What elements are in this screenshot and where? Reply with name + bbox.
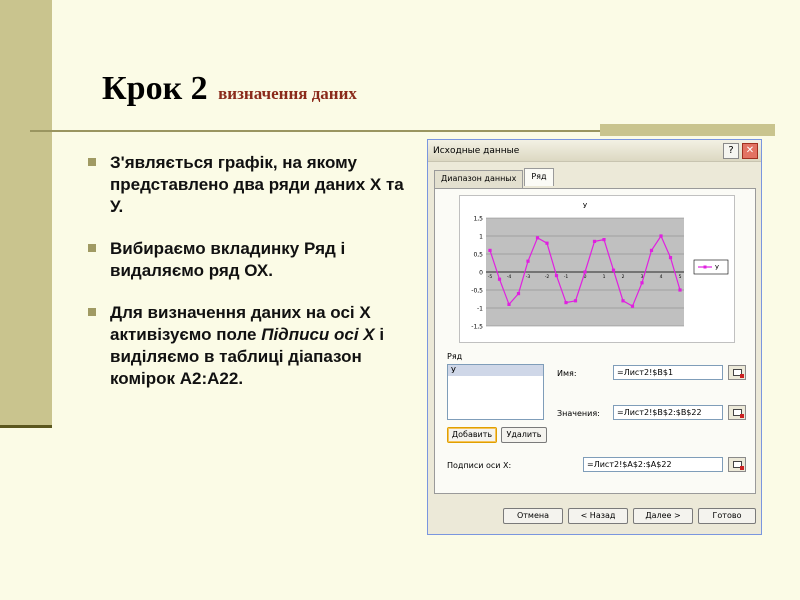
series-point bbox=[631, 305, 634, 308]
x-tick-label: 5 bbox=[678, 275, 682, 280]
legend-marker bbox=[704, 266, 707, 269]
left-decor-strip bbox=[0, 0, 52, 425]
cancel-button[interactable]: Отмена bbox=[503, 508, 563, 524]
name-label: Имя: bbox=[557, 369, 577, 378]
series-point bbox=[507, 303, 510, 306]
series-point bbox=[659, 234, 662, 237]
bullet-text-post: і виділяємо в таблиці діапазон комірок А2:А22. bbox=[110, 325, 385, 388]
y-tick-label: 0,5 bbox=[473, 251, 483, 259]
y-tick-label: 1 bbox=[479, 233, 483, 241]
series-point bbox=[545, 242, 548, 245]
series-point bbox=[650, 249, 653, 252]
dialog-title: Исходные данные bbox=[433, 145, 520, 156]
series-point bbox=[498, 278, 501, 281]
name-field[interactable]: =Лист2!$B$1 bbox=[613, 365, 723, 380]
title-main: Крок 2 bbox=[102, 70, 208, 107]
bullet-item bbox=[88, 152, 418, 218]
bullet-icon bbox=[88, 158, 96, 166]
x-tick-label: 4 bbox=[659, 275, 663, 280]
collapse-dialog-icon bbox=[733, 369, 742, 376]
y-tick-label: -0,5 bbox=[471, 287, 483, 295]
series-point bbox=[555, 274, 558, 277]
series-point bbox=[583, 270, 586, 273]
bullet-text: Вибираємо вкладинку Ряд і видаляємо ряд ОХ. bbox=[110, 239, 346, 280]
chart-title: У bbox=[582, 202, 588, 210]
series-tab-panel bbox=[434, 188, 756, 494]
xaxis-label: Подписи оси X: bbox=[447, 461, 512, 470]
title-divider-accent bbox=[600, 124, 775, 136]
title-divider-line bbox=[30, 130, 600, 132]
series-point bbox=[574, 299, 577, 302]
series-point bbox=[564, 301, 567, 304]
series-listbox[interactable] bbox=[447, 364, 544, 420]
x-tick-label: -4 bbox=[506, 275, 512, 280]
x-tick-label: 3 bbox=[640, 275, 644, 280]
bullet-text-italic: Підписи осі Х bbox=[261, 325, 375, 344]
tab-series[interactable]: Ряд bbox=[524, 168, 553, 186]
bullet-item bbox=[88, 238, 418, 282]
xaxis-ref-button[interactable] bbox=[728, 457, 746, 472]
series-point bbox=[669, 256, 672, 259]
x-tick-label: -1 bbox=[563, 275, 569, 280]
x-tick-label: 0 bbox=[583, 275, 587, 280]
series-point bbox=[678, 288, 681, 291]
bullet-text: З'являється графік, на якому представлено два ряди даних Х та У. bbox=[110, 153, 404, 216]
close-button[interactable]: ✕ bbox=[742, 143, 758, 159]
dialog-titlebar[interactable] bbox=[428, 140, 761, 162]
collapse-dialog-icon bbox=[733, 461, 742, 468]
series-point bbox=[517, 292, 520, 295]
series-list-item[interactable]: У bbox=[448, 365, 543, 376]
y-tick-label: 0 bbox=[479, 269, 483, 277]
chart-svg bbox=[460, 196, 736, 344]
chart-preview bbox=[459, 195, 735, 343]
tab-data-range[interactable]: Диапазон данных bbox=[434, 170, 523, 188]
xaxis-labels-field[interactable]: =Лист2!$A$2:$A$22 bbox=[583, 457, 723, 472]
title-subtitle: визначення даних bbox=[218, 84, 357, 103]
bullet-icon bbox=[88, 244, 96, 252]
values-ref-button[interactable] bbox=[728, 405, 746, 420]
delete-series-button[interactable]: Удалить bbox=[501, 427, 547, 443]
name-ref-button[interactable] bbox=[728, 365, 746, 380]
bullet-item bbox=[88, 302, 418, 390]
values-label: Значения: bbox=[557, 409, 600, 418]
help-button[interactable]: ? bbox=[723, 143, 739, 159]
series-point bbox=[536, 236, 539, 239]
series-point bbox=[602, 238, 605, 241]
dialog-tabs bbox=[434, 170, 555, 188]
bullet-list bbox=[88, 152, 418, 410]
series-label: Ряд bbox=[447, 352, 463, 361]
x-tick-label: -2 bbox=[544, 275, 550, 280]
add-series-button[interactable]: Добавить bbox=[447, 427, 497, 443]
series-point bbox=[526, 260, 529, 263]
bullet-icon bbox=[88, 308, 96, 316]
finish-button[interactable]: Готово bbox=[698, 508, 756, 524]
bullet-text-pre: Для визначення даних на осі Х активізуємо поле bbox=[110, 303, 371, 344]
slide-title bbox=[102, 70, 357, 108]
series-point bbox=[640, 281, 643, 284]
next-button[interactable]: Далее > bbox=[633, 508, 693, 524]
y-tick-label: 1,5 bbox=[473, 215, 483, 223]
values-field[interactable]: =Лист2!$B$2:$B$22 bbox=[613, 405, 723, 420]
collapse-dialog-icon bbox=[733, 409, 742, 416]
y-tick-label: -1 bbox=[477, 305, 483, 313]
series-point bbox=[488, 249, 491, 252]
x-tick-label: -3 bbox=[525, 275, 531, 280]
legend-label: У bbox=[715, 263, 719, 272]
series-point bbox=[593, 240, 596, 243]
source-data-dialog bbox=[427, 139, 762, 535]
series-point bbox=[621, 299, 624, 302]
x-tick-label: 1 bbox=[602, 275, 606, 280]
left-strip-underline bbox=[0, 425, 52, 428]
x-tick-label: -5 bbox=[487, 275, 493, 280]
series-point bbox=[612, 269, 615, 272]
back-button[interactable]: < Назад bbox=[568, 508, 628, 524]
x-tick-label: 2 bbox=[621, 275, 625, 280]
y-tick-label: -1,5 bbox=[471, 323, 483, 331]
